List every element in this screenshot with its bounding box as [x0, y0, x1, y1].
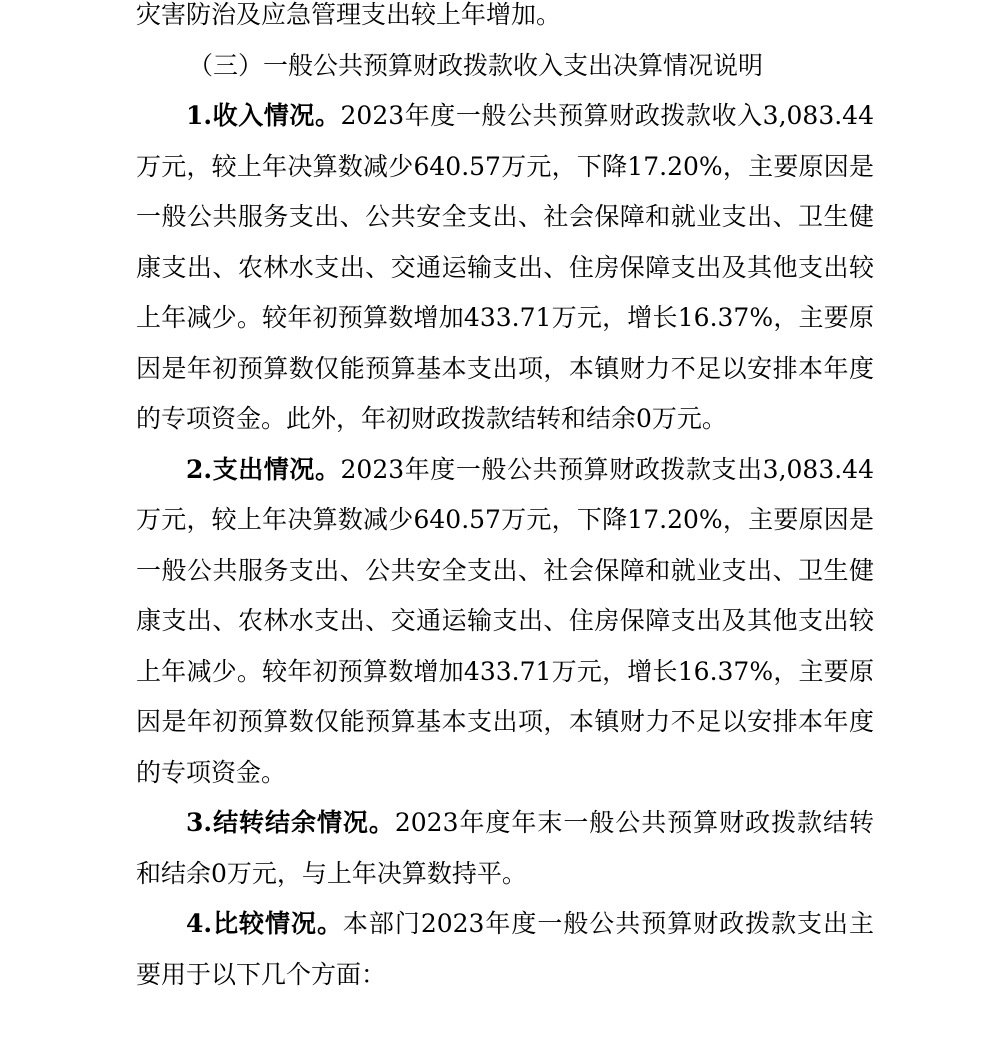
- paragraph-lead-carryover: 3.结转结余情况。: [186, 808, 395, 837]
- paragraph-carryover: [136, 798, 874, 899]
- paragraph-income: [136, 91, 874, 445]
- paragraph-body-carryover: 2023年度年末一般公共预算财政拨款结转和结余0万元，与上年决算数持平。: [136, 808, 874, 888]
- paragraph-expenditure: [136, 445, 874, 799]
- paragraph-body-expenditure: 2023年度一般公共预算财政拨款支出3,083.44万元，较上年决算数减少640.57万元，下降17.20%，主要原因是一般公共服务支出、公共安全支出、社会保障和就业支出、卫生健康支出、农林水支出、交通运输支出、住房保障支出及其他支出较上年减少。较年初预算数增加433.71万元，增长16.37%，主要原因是年初预算数仅能预算基本支出项，本镇财力不足以安排本年度的专项资金。: [136, 454, 874, 787]
- paragraph-lead-income: 1.收入情况。: [186, 101, 341, 130]
- paragraph-lead-expenditure: 2.支出情况。: [186, 454, 341, 484]
- paragraph-body-comparison: 本部门2023年度一般公共预算财政拨款支出主要用于以下几个方面：: [136, 909, 874, 989]
- section-heading: （三）一般公共预算财政拨款收入支出决算情况说明: [188, 50, 764, 80]
- document-page: [136, 0, 874, 1000]
- paragraph-body-income: 2023年度一般公共预算财政拨款收入3,083.44万元，较上年决算数减少640.57万元，下降17.20%，主要原因是一般公共服务支出、公共安全支出、社会保障和就业支出、卫生健康支出、农林水支出、交通运输支出、住房保障支出及其他支出较上年减少。较年初预算数增加433.71万元，增长16.37%，主要原因是年初预算数仅能预算基本支出项，本镇财力不足以安排本年度的专项资金。此外，年初财政拨款结转和结余0万元。: [136, 101, 874, 433]
- paragraph-comparison: [136, 899, 874, 1000]
- continuation-text: 灾害防治及应急管理支出较上年增加。: [136, 0, 562, 29]
- paragraph-lead-comparison: 4.比较情况。: [186, 909, 343, 938]
